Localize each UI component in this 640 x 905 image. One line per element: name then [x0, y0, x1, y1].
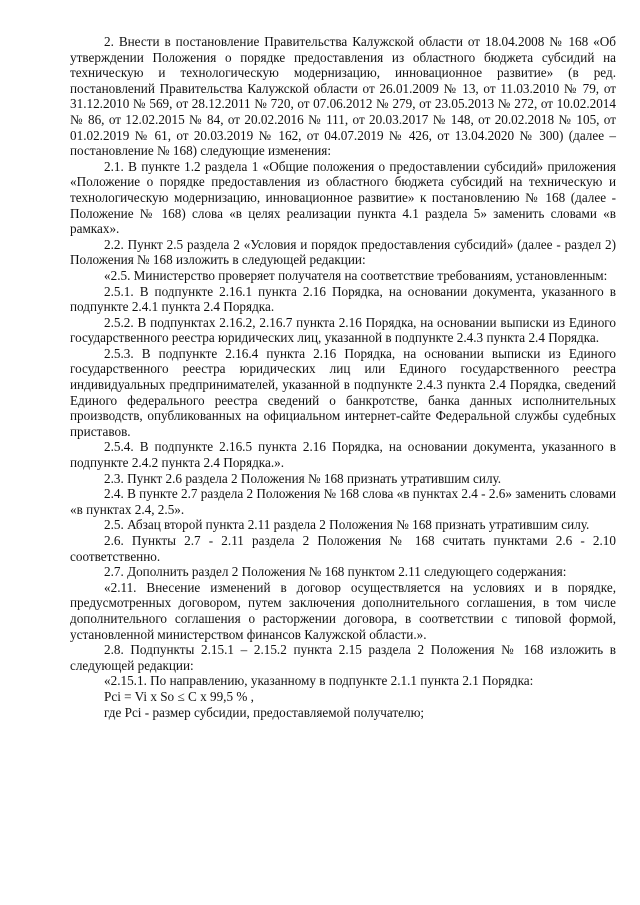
paragraph-2-8: 2.8. Подпункты 2.15.1 – 2.15.2 пункта 2.15 раздела 2 Положения № 168 изложить в следующей редакции: — [70, 642, 616, 673]
paragraph-2-1: 2.1. В пункте 1.2 раздела 1 «Общие положения о предоставлении субсидий» приложения «Положение о порядке предоставления из областного бюджета субсидий на техническую и технологическую модернизацию, инновационное развитие» к постановлению № 168 (далее - Положение № 168) слова «в целях реализации пункта 4.1 раздела 5» заменить словами «в рамках». — [70, 158, 616, 237]
paragraph-2-5-3: 2.5.3. В подпункте 2.16.4 пункта 2.16 Порядка, на основании выписки из Единого государственного реестра юридических лиц или Единого государственного реестра индивидуальных предпринимателей, указанной в подпункте 2.4.3 пункта 2.4 Порядка, сведений Единого федерального реестра сведений о банкротстве, банка данных исполнительных производств, опубликованных на официальном интернет-сайте Федеральной службы судебных приставов. — [70, 345, 616, 439]
paragraph-2-7: 2.7. Дополнить раздел 2 Положения № 168 пунктом 2.11 следующего содержания: — [104, 564, 567, 580]
paragraph-2: 2. Внести в постановление Правительства Калужской области от 18.04.2008 № 168 «Об утверждении Положения о порядке предоставления из областного бюджета субсидий на техническую и технологическую модернизацию, инновационное развитие» (в ред. постановлений Правительства Калужской области от 26.01.2009 № 13, от 11.03.2010 № 79, от 31.12.2010 № 569, от 28.12.2011 № 720, от 07.06.2012 № 279, от 23.05.2013 № 272, от 10.02.2014 № 86, от 12.02.2015 № 84, от 20.02.2016 № 111, от 20.03.2017 № 148, от 20.02.2018 № 105, от 01.02.2019 № 61, от 20.03.2019 № 162, от 04.07.2019 № 426, от 13.04.2020 № 300) (далее – постановление № 168) следующие изменения: — [70, 34, 616, 159]
paragraph-2-6: 2.6. Пункты 2.7 - 2.11 раздела 2 Положения № 168 считать пунктами 2.6 - 2.10 соответственно. — [70, 533, 616, 564]
paragraph-2-5-2: 2.5.2. В подпунктах 2.16.2, 2.16.7 пункта 2.16 Порядка, на основании выписки из Единого государственного реестра юридических лиц, указанной в подпункте 2.4.3 пункта 2.4 Порядка. — [70, 314, 616, 346]
formula-line: Pci = Vi x So ≤ C x 99,5 % , — [104, 688, 254, 704]
paragraph-2-4: 2.4. В пункте 2.7 раздела 2 Положения № 168 слова «в пунктах 2.4 - 2.6» заменить словами «в пунктах 2.4, 2.5». — [70, 486, 617, 517]
paragraph-2-5-1: 2.5.1. В подпункте 2.16.1 пункта 2.16 Порядка, на основании документа, указанного в подпункте 2.4.1 пункта 2.4 Порядка. — [70, 283, 616, 315]
paragraph-2-2: 2.2. Пункт 2.5 раздела 2 «Условия и порядок предоставления субсидий» (далее - раздел 2) Положения № 168 изложить в следующей редакции: — [70, 236, 616, 268]
paragraph-2-5-4: 2.5.4. В подпункте 2.16.5 пункта 2.16 Порядка, на основании документа, указанного в подпункте 2.4.2 пункта 2.4 Порядка.». — [70, 439, 616, 471]
document-page — [70, 34, 616, 720]
formula-definition: где Pci - размер субсидии, предоставляемой получателю; — [104, 704, 425, 720]
paragraph-2-5-quote: «2.5. Министерство проверяет получателя на соответствие требованиям, установленным: — [104, 267, 608, 283]
paragraph-2-15-1-quote: «2.15.1. По направлению, указанному в подпункте 2.1.1 пункта 2.1 Порядка: — [104, 673, 534, 689]
paragraph-2-5: 2.5. Абзац второй пункта 2.11 раздела 2 Положения № 168 признать утратившим силу. — [104, 517, 590, 533]
paragraph-2-11-quote: «2.11. Внесение изменений в договор осуществляется на условиях и в порядке, предусмотренных договором, путем заключения дополнительного соглашения, в том числе дополнительного соглашения о расторжении договора, в соответствии с типовой формой, установленной министерством финансов Калужской области.». — [70, 579, 616, 642]
paragraph-2-3: 2.3. Пункт 2.6 раздела 2 Положения № 168 признать утратившим силу. — [104, 470, 502, 486]
